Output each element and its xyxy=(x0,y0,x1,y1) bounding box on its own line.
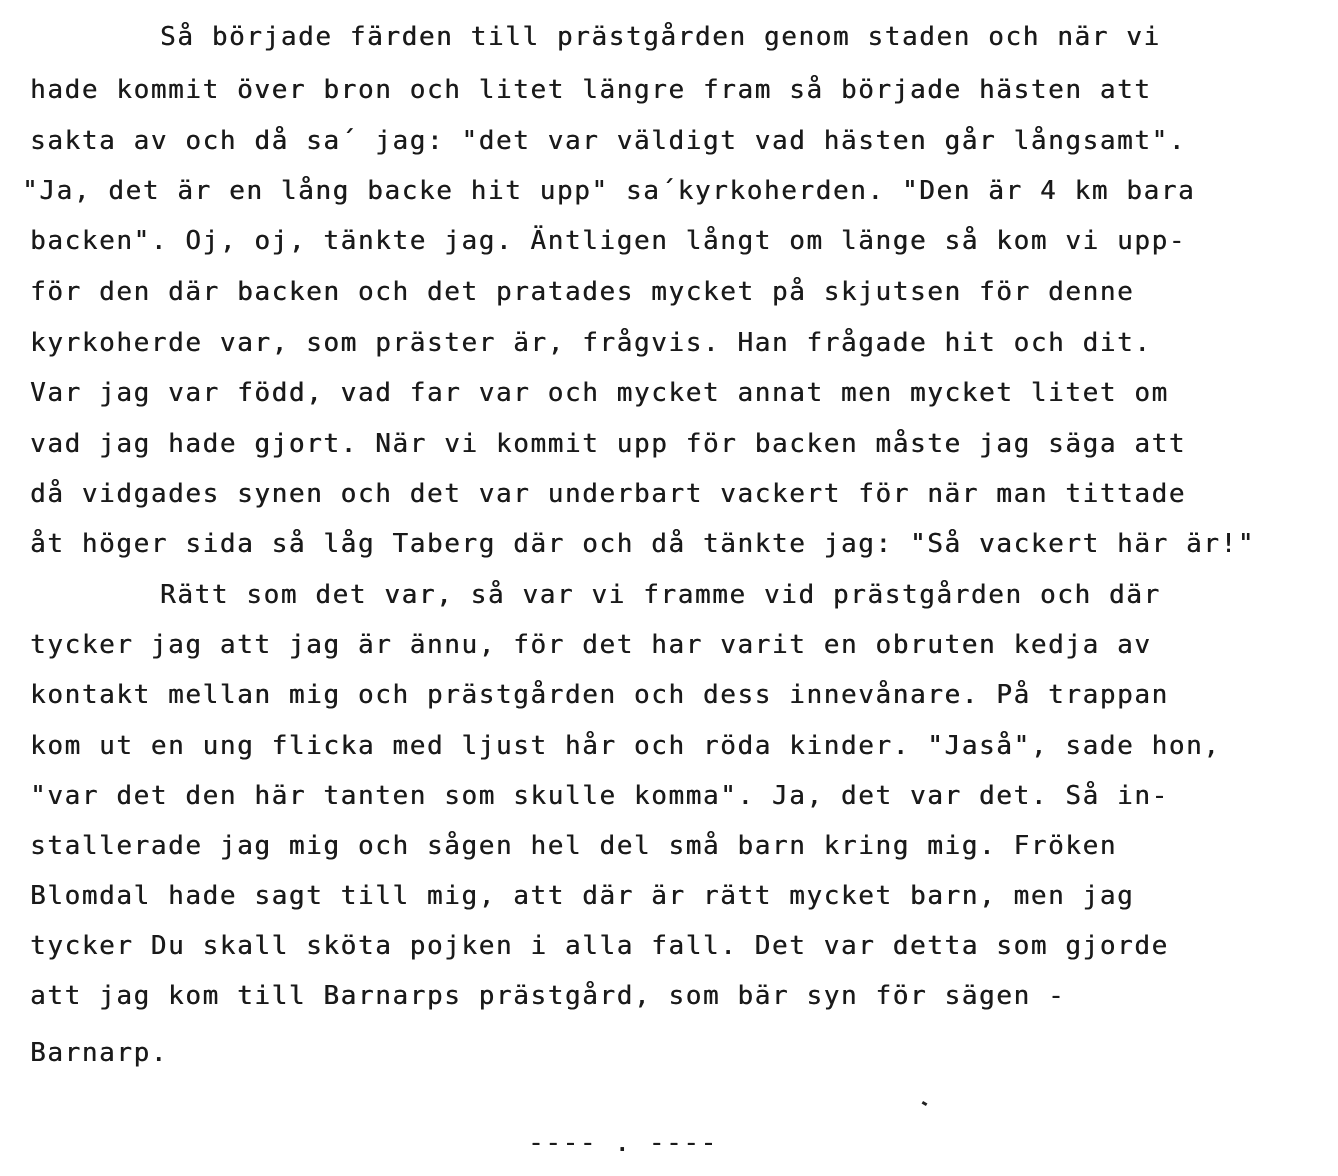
text-line-18: Blomdal hade sagt till mig, att där är rätt mycket barn, men jag xyxy=(30,881,1135,911)
text-line-10: då vidgades synen och det var underbart vackert för när man tittade xyxy=(30,479,1186,509)
text-line-6: för den där backen och det pratades mycket på skjutsen för denne xyxy=(30,277,1135,307)
text-line-8: Var jag var född, vad far var och mycket annat men mycket litet om xyxy=(30,378,1169,408)
section-separator: ---- . ---- xyxy=(528,1128,718,1158)
text-line-12: Rätt som det var, så var vi framme vid prästgården och där xyxy=(160,580,1161,610)
text-line-20: att jag kom till Barnarps prästgård, som bär syn för sägen - xyxy=(30,981,1066,1011)
text-line-13: tycker jag att jag är ännu, för det har varit en obruten kedja av xyxy=(30,630,1152,660)
text-line-11: åt höger sida så låg Taberg där och då tänkte jag: "Så vackert här är!" xyxy=(30,529,1255,559)
text-line-3: sakta av och då sa´ jag: "det var väldigt vad hästen går långsamt". xyxy=(30,126,1186,156)
text-line-1: Så började färden till prästgården genom staden och när vi xyxy=(160,22,1161,52)
text-line-9: vad jag hade gjort. När vi kommit upp för backen måste jag säga att xyxy=(30,429,1186,459)
text-line-15: kom ut en ung flicka med ljust hår och röda kinder. "Jaså", sade hon, xyxy=(30,731,1221,761)
text-line-21: Barnarp. xyxy=(30,1038,169,1068)
text-line-16: "var det den här tanten som skulle komma". Ja, det var det. Så in- xyxy=(30,781,1169,811)
text-line-17: stallerade jag mig och sågen hel del små barn kring mig. Fröken xyxy=(30,831,1117,861)
text-line-2: hade kommit över bron och litet längre fram så började hästen att xyxy=(30,75,1152,105)
ink-speck xyxy=(922,1101,928,1106)
text-line-7: kyrkoherde var, som präster är, frågvis. Han frågade hit och dit. xyxy=(30,328,1152,358)
text-line-14: kontakt mellan mig och prästgården och dess innevånare. På trappan xyxy=(30,680,1169,710)
text-line-19: tycker Du skall sköta pojken i alla fall. Det var detta som gjorde xyxy=(30,931,1169,961)
text-line-4: "Ja, det är en lång backe hit upp" sa´kyrkoherden. "Den är 4 km bara xyxy=(22,176,1196,206)
text-line-5: backen". Oj, oj, tänkte jag. Äntligen långt om länge så kom vi upp- xyxy=(30,226,1186,256)
